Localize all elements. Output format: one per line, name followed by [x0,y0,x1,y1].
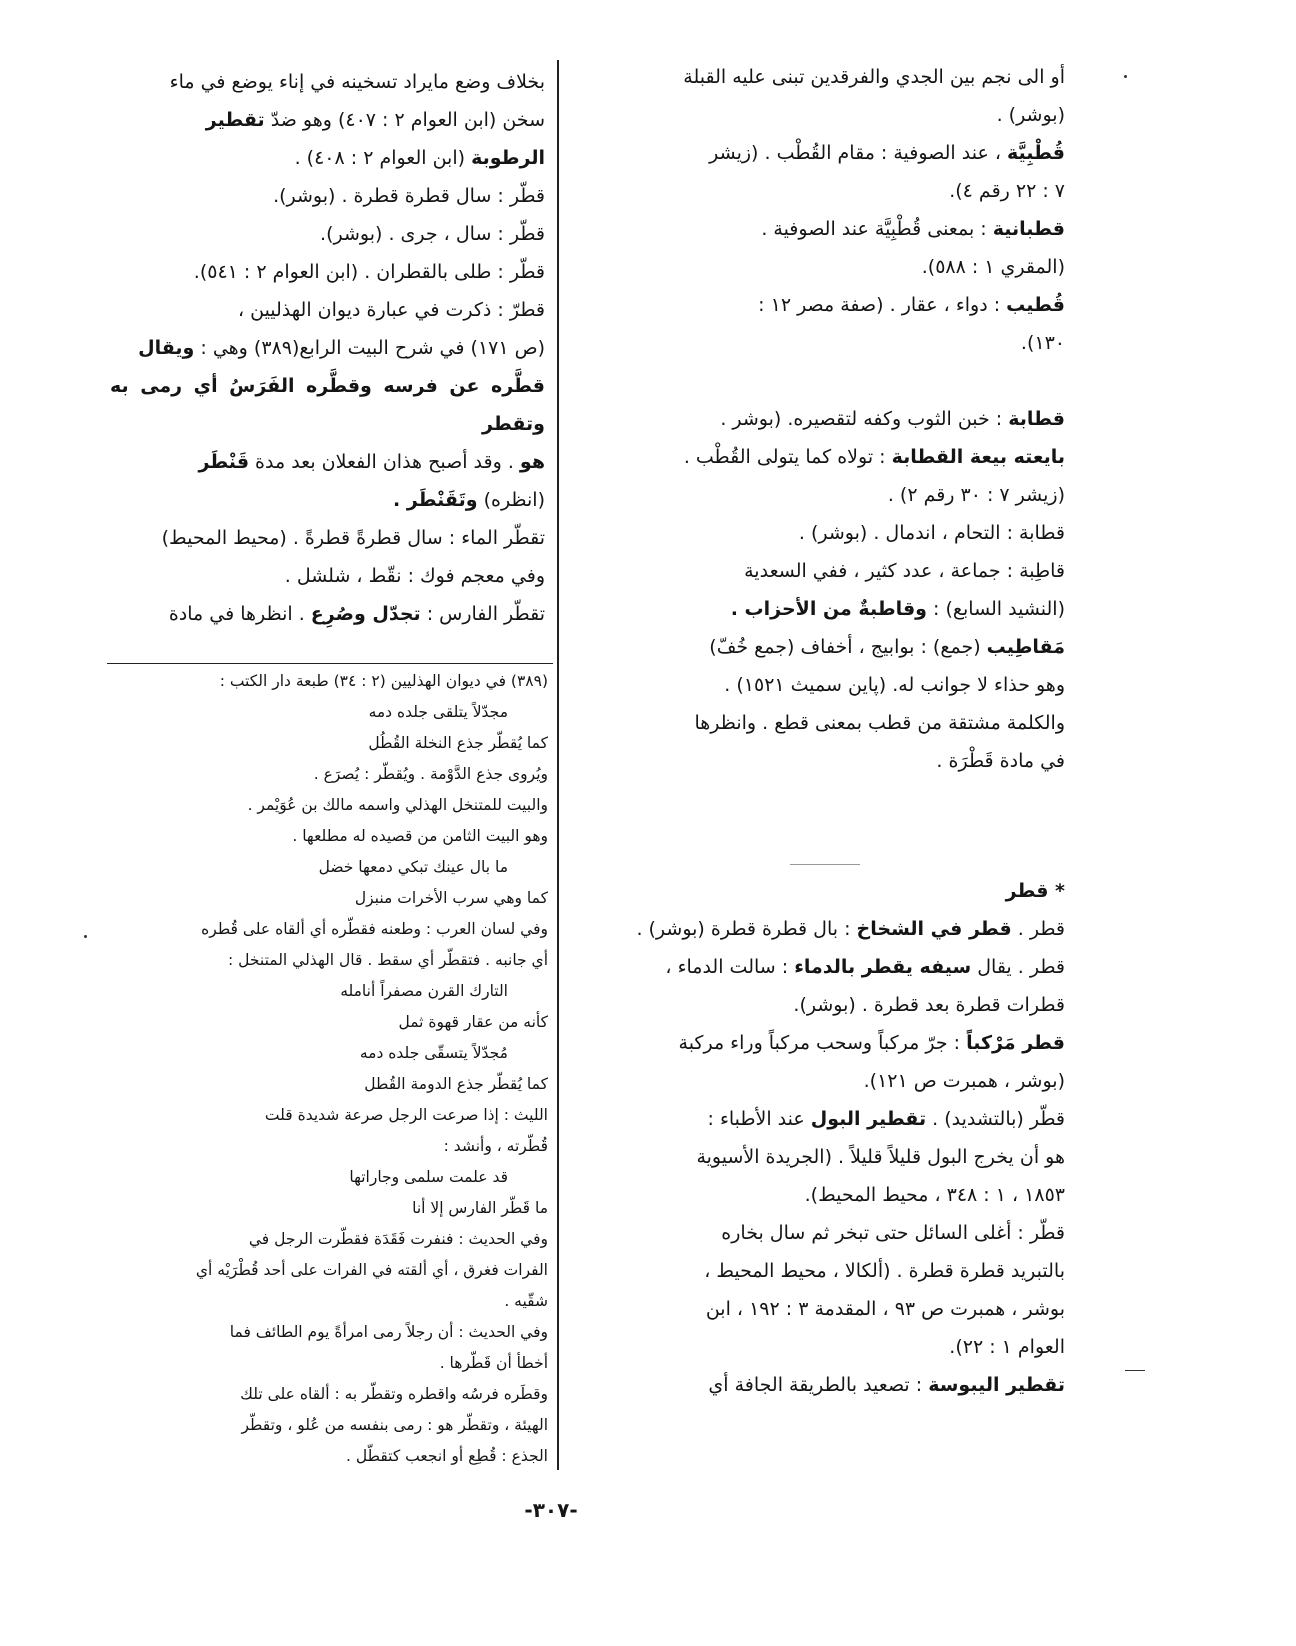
headword: قُطْبِيَّة [1007,142,1065,164]
text-line [108,1286,548,1317]
text-line [615,514,1065,552]
section-divider [790,864,860,865]
text-line [108,976,548,1007]
text-line [110,253,545,291]
text-line [110,519,545,557]
text-line [615,286,1065,324]
line-text: قُطّرته ، وأنشد : [443,1137,548,1155]
line-text: الليث : إذا صرعت الرجل صرعة شديدة قلت [264,1106,548,1124]
text-line [110,557,545,595]
scan-speck [1124,75,1127,78]
line-text: عند الأطباء : [707,1108,811,1130]
line-text: العوام ١ : ٢٢). [949,1336,1065,1358]
line-text: تقطّر الفارس : [420,603,545,625]
text-line [615,210,1065,248]
line-text: قطّر : أغلى السائل حتى تبخر ثم سال بخاره [721,1222,1065,1244]
headword: قطر مَرْكباً [966,1032,1065,1054]
text-line [108,852,548,883]
text-line [615,986,1065,1024]
text-line [615,948,1065,986]
text-line [615,134,1065,172]
line-text: ما قَطّر الفارس إلا أنا [412,1199,548,1217]
line-text: مُجدّلاً يتسقّى جلده دمه [359,1044,508,1062]
text-line [110,63,545,101]
text-line [615,666,1065,704]
line-text: ١٨٥٣ ، ١ : ٣٤٨ ، محيط المحيط). [804,1184,1065,1206]
text-line [615,96,1065,134]
page-number: -٣٠٧- [524,1498,578,1522]
line-text: (النشيد السابع) : [926,598,1065,620]
footnote-rule [107,663,553,664]
text-line [108,1348,548,1379]
line-text: ، عند الصوفية : مقام القُطْب . (زيشر [709,142,1008,164]
line-text: بخلاف وضع مايراد تسخينه في إناء يوضع في ماء [169,71,545,93]
line-text: الجذع : قُطِع أو انجعب كتقطّل . [346,1447,548,1465]
text-line [108,1224,548,1255]
text-line [615,1214,1065,1252]
line-text: (ابن العوام ٢ : ٤٠٨) . [294,147,472,169]
text-line [615,1290,1065,1328]
line-text: (جمع) : بوابيج ، أخفاف (جمع خُفّ) [709,636,987,658]
text-line [110,329,545,367]
text-line [108,883,548,914]
line-text: قطّر : سال ، جرى . (بوشر). [320,223,545,245]
text-line [615,1328,1065,1366]
text-line [108,1069,548,1100]
text-line [108,1131,548,1162]
headword: تقطير [205,109,265,131]
headword: قَنْطَر [198,451,250,473]
text-line [615,552,1065,590]
text-line [108,790,548,821]
line-text: وفي الحديث : أن رجلاً رمى امرأةً يوم الطائف فما [229,1323,548,1341]
line-text: التارك القرن مصفراً أنامله [340,982,508,1000]
line-text: هو أن يخرج البول قليلاً قليلاً . (الجريدة الأسيوية [696,1146,1065,1168]
headword: مَقاطِيب [986,636,1065,658]
text-line [615,400,1065,438]
line-text: وفي الحديث : فنفرت فَقَدَة فقطّرت الرجل في [248,1230,548,1248]
text-line [615,1252,1065,1290]
text-line [108,728,548,759]
text-line [108,759,548,790]
text-line [108,1410,548,1441]
text-line [110,139,545,177]
line-text: قطر . [1011,918,1065,940]
text-line [615,1366,1065,1404]
right-column [615,58,1065,780]
line-text: (المقري ١ : ٥٨٨). [921,256,1065,278]
line-text: : جرّ مركباً وسحب مركباً وراء مركبة [678,1032,967,1054]
text-line [108,1441,548,1472]
text-line [108,666,548,697]
line-text: أخطأ أن قَطّرها . [439,1354,548,1372]
line-text: وهو حذاء لا جوانب له. (پاين سميث ١٥٢١) . [724,674,1065,696]
line-text: : بمعنى قُطْبِيَّة عند الصوفية . [761,218,993,240]
line-text: كما يُقطّر جذع الدومة القُطل [364,1075,548,1093]
line-text: قطر . يقال [971,956,1065,978]
headword: قطبانية [992,218,1065,240]
text-line [615,58,1065,96]
scan-speck [84,935,87,938]
text-line [615,248,1065,286]
line-text: في مادة قَطْرَة . [936,750,1065,772]
line-text: : سالت الدماء ، [665,956,795,978]
headword: وقاطبةٌ من الأحزاب . [730,598,927,620]
text-line [615,910,1065,948]
line-text: وفي معجم فوك : نقّط ، شلشل . [284,565,545,587]
line-text: كما يُقطّر جذع النخلة القُطُل [368,734,548,752]
line-text: قطّر (بالتشديد) . [926,1108,1065,1130]
line-text: بالتبريد قطرة قطرة . (ألكالا ، محيط المحيط ، [704,1260,1065,1282]
text-line [615,1024,1065,1062]
line-text: قطابة : التحام ، اندمال . (بوشر) . [798,522,1065,544]
line-text: قاطِبة : جماعة ، عدد كثير ، ففي السعدية [744,560,1065,582]
text-line [108,1379,548,1410]
text-line [110,443,545,481]
text-line [615,1176,1065,1214]
headword: تجدّل وصُرِع [310,603,421,625]
line-text: : تولاه كما يتولى القُطْب . [683,446,892,468]
text-line [615,1100,1065,1138]
line-text: قطّر : طلى بالقطران . (ابن العوام ٢ : ٥٤١). [193,261,545,283]
headword: ويقال [138,337,195,359]
text-line [615,1062,1065,1100]
line-text: والبيت للمتنخل الهذلي واسمه مالك بن عُوَيْمر . [247,796,548,814]
line-text: قطّر : سال قطرة قطرة . (بوشر). [273,185,545,207]
line-text: ويُروى جذع الدَّوْمة . ويُقطّر : يُصرَع . [313,765,548,783]
line-text: (٣٨٩) في ديوان الهذليين (٢ : ٣٤) طبعة دار الكتب : [219,672,548,690]
line-text: بوشر ، همبرت ص ٩٣ ، المقدمة ٣ : ١٩٢ ، ابن [705,1298,1065,1320]
line-text: . انظرها في مادة [168,603,311,625]
text-line [615,438,1065,476]
text-line [108,1038,548,1069]
headword: قطابة [1008,408,1065,430]
left-column [110,63,545,633]
text-line [615,742,1065,780]
line-text: أو الى نجم بين الجدي والفرقدين تبنى عليه القبلة [683,66,1065,88]
text-line [110,177,545,215]
line-text: وهو البيت الثامن من قصيده له مطلعها . [292,827,548,845]
text-line [108,945,548,976]
line-text: سخن (ابن العوام ٢ : ٤٠٧) وهو ضدّ [264,109,545,131]
headword: قطَّره عن فرسه وقطَّره الفَرَسُ أي رمى به وتقطر [110,375,545,435]
headword: وتَقَنْطَر . [392,489,478,511]
line-text: : خبن الثوب وكفه لتقصيره. (بوشر . [720,408,1009,430]
line-text: . وقد أصبح هذان الفعلان بعد مدة [249,451,520,473]
headword: بايعته بيعة القطابة [891,446,1065,468]
text-line [110,101,545,139]
line-text: ٧ : ٢٢ رقم ٤). [949,180,1065,202]
line-text: (بوشر) . [996,104,1065,126]
headword: سيفه يقطر بالدماء [794,956,972,978]
text-line [108,1317,548,1348]
line-text: : بال قطرة قطرة (بوشر) . [636,918,857,940]
column-rule [557,60,559,1470]
text-line [615,590,1065,628]
headword: تقطير اليبوسة [928,1374,1065,1396]
text-line [615,172,1065,210]
margin-mark [1125,1370,1145,1371]
headword: الرطوبة [471,147,545,169]
line-text: تقطّر الماء : سال قطرةً قطرةً . (محيط المحيط) [161,527,545,549]
headword: قطر في الشخاخ [856,918,1012,940]
paragraph-gap [615,362,1065,400]
line-text: مجدّلاً يتلقى جلده دمه [368,703,508,721]
headword: تقطير البول [810,1108,927,1130]
line-text: ١٣٠). [1020,332,1065,354]
line-text: شقّيه . [504,1292,548,1310]
line-text: قطرّ : ذكرت في عبارة ديوان الهذليين ، [237,299,545,321]
text-line [108,1255,548,1286]
text-line [615,476,1065,514]
headword: هو [519,451,545,473]
right-column-lower [615,872,1065,1404]
text-line [108,914,548,945]
text-line [615,324,1065,362]
text-line [110,595,545,633]
headword: قُطيب [1006,294,1065,316]
text-line [108,821,548,852]
text-line [108,1007,548,1038]
text-line [110,291,545,329]
line-text: ما بال عينك تبكي دمعها خضل [318,858,508,876]
line-text: قطرات قطرة بعد قطرة . (بوشر). [793,994,1065,1016]
line-text: (ص ١٧١) في شرح البيت الرابع(٣٨٩) وهي : [194,337,545,359]
line-text: كما وهي سرب الأخرات منبزل [354,889,548,907]
line-text: الفرات فغرق ، أي ألقته في الفرات على أحد قُطْرَيْه أي [195,1261,548,1279]
line-text: (بوشر ، همبرت ص ١٢١). [863,1070,1065,1092]
text-line [110,367,545,443]
line-text: (انظره) [477,489,545,511]
line-text: أي جانبه . فتقطّر أي سقط . قال الهذلي المتنخل : [228,951,548,969]
line-text: (زيشر ٧ : ٣٠ رقم ٢) . [887,484,1065,506]
line-text: وفي لسان العرب : وطعنه فقطّره أي ألقاه على قُطره [201,920,548,938]
line-text: الهيئة ، وتقطّر هو : رمى بنفسه من عُلو ، وتقطّر [241,1416,548,1434]
line-text: وقطَره فرسُه واقطره وتقطّر به : ألقاه على تلك [240,1385,548,1403]
text-line [615,1138,1065,1176]
footnotes [108,666,548,1472]
text-line [110,215,545,253]
entry-header: * قطر [1005,880,1065,902]
text-line [615,628,1065,666]
text-line [108,1193,548,1224]
line-text: كأنه من عقار قهوة ثمل [398,1013,548,1031]
text-line [615,704,1065,742]
line-text: : دواء ، عقار . (صفة مصر ١٢ : [758,294,1007,316]
line-text: قد علمت سلمى وجاراتها [349,1168,508,1186]
line-text: : تصعيد بالطريقة الجافة أي [708,1374,929,1396]
text-line [108,697,548,728]
text-line [108,1162,548,1193]
text-line [108,1100,548,1131]
text-line [110,481,545,519]
line-text: والكلمة مشتقة من قطب بمعنى قطع . وانظرها [694,712,1065,734]
